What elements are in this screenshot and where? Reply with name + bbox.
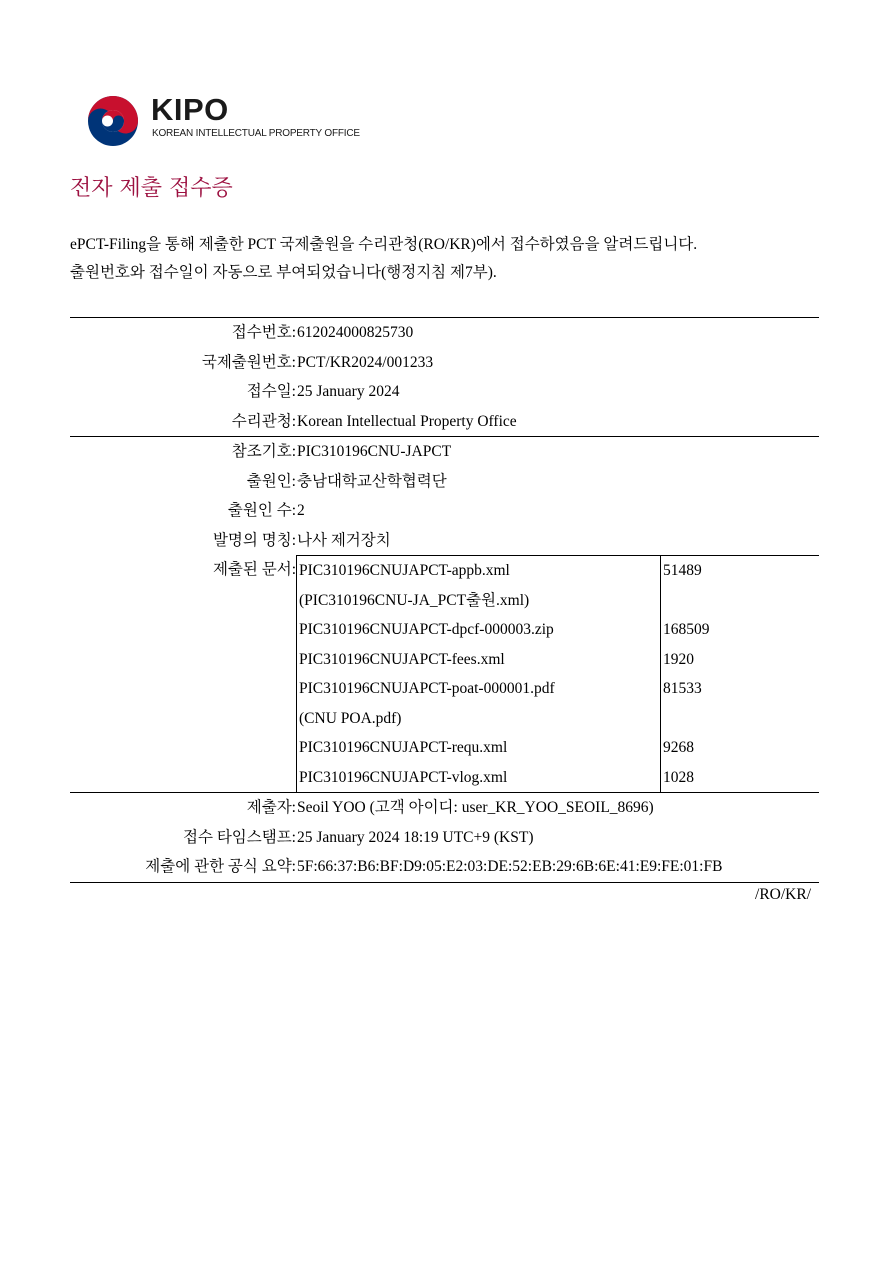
- applicant-label: 출원인:: [246, 472, 296, 490]
- document-row: [297, 645, 819, 675]
- document-filename: PIC310196CNUJAPCT-poat-000001.pdf: [299, 680, 555, 697]
- receipt-date-row: [70, 377, 819, 407]
- kipo-logo: [86, 94, 386, 146]
- invention-title-label: 발명의 명칭:: [212, 531, 296, 549]
- reference-row: [70, 437, 819, 467]
- invention-title-value: 나사 제거장치: [297, 531, 391, 549]
- document-name: [297, 763, 661, 793]
- applicant-count-value: 2: [297, 502, 305, 519]
- document-original-filename: (CNU POA.pdf): [299, 709, 402, 727]
- receiving-office-label: 수리관청:: [231, 412, 296, 430]
- intl-app-number-value: PCT/KR2024/001233: [297, 353, 434, 371]
- document-filename: PIC310196CNUJAPCT-dpcf-000003.zip: [299, 621, 554, 638]
- documents-table: [296, 555, 819, 792]
- submitter-label: 제출자:: [246, 799, 296, 816]
- logo-subtitle: KOREAN INTELLECTUAL PROPERTY OFFICE: [152, 128, 360, 139]
- submission-section: [70, 792, 819, 883]
- intl-app-number-row: [70, 348, 819, 378]
- kipo-emblem-icon: [86, 94, 140, 148]
- receipt-number-value: 612024000825730: [297, 324, 414, 341]
- applicant-value: 충남대학교산학협력단: [297, 472, 447, 490]
- timestamp-value: 25 January 2024 18:19 UTC+9 (KST): [297, 828, 534, 846]
- documents-label: 제출된 문서:: [212, 561, 296, 578]
- document-size: 51489: [663, 562, 702, 579]
- timestamp-row: [70, 823, 819, 853]
- digest-row: [70, 852, 819, 882]
- document-row: [297, 615, 819, 645]
- document-original-filename: (PIC310196CNU-JA_PCT출원.xml): [299, 591, 530, 609]
- document-filename: PIC310196CNUJAPCT-fees.xml: [299, 650, 505, 668]
- document-size: 1028: [663, 768, 694, 786]
- applicant-row: [70, 467, 819, 497]
- document-row: [297, 733, 819, 763]
- document-row: [297, 674, 819, 733]
- intro-text: [70, 231, 697, 287]
- document-filename: PIC310196CNUJAPCT-requ.xml: [299, 739, 508, 756]
- logo-name: KIPO: [151, 92, 229, 127]
- document-name: [297, 645, 661, 675]
- document-name: [297, 733, 661, 763]
- intl-app-number-label: 국제출원번호:: [201, 353, 296, 371]
- receipt-date-value: 25 January 2024: [297, 383, 400, 400]
- applicant-count-row: [70, 496, 819, 526]
- filing-info-section: [70, 317, 819, 436]
- document-size: 1920: [663, 650, 694, 668]
- document-filename: PIC310196CNUJAPCT-appb.xml: [299, 562, 510, 579]
- digest-value: 5F:66:37:B6:BF:D9:05:E2:03:DE:52:EB:29:6B:6E:41:E9:FE:01:FB: [297, 858, 723, 875]
- timestamp-label: 접수 타임스탬프:: [183, 828, 296, 846]
- reference-value: PIC310196CNU-JAPCT: [297, 443, 452, 460]
- receipt-number-row: [70, 318, 819, 348]
- document-row: [297, 763, 819, 793]
- application-section: [70, 436, 819, 792]
- receipt-date-label: 접수일:: [246, 383, 296, 400]
- document-name: [297, 674, 661, 733]
- submitter-row: [70, 793, 819, 823]
- intro-line-1: ePCT-Filing을 통해 제출한 PCT 국제출원을 수리관청(RO/KR)에서 접수하였음을 알려드립니다.: [70, 236, 698, 253]
- digest-label: 제출에 관한 공식 요약:: [145, 858, 296, 875]
- document-size: 168509: [663, 621, 710, 638]
- receipt-number-label: 접수번호:: [231, 324, 296, 341]
- document-name: [297, 556, 661, 615]
- reference-label: 참조기호:: [231, 443, 296, 460]
- submitter-value: Seoil YOO (고객 아이디: user_KR_YOO_SEOIL_8696): [297, 799, 654, 816]
- receipt-details: [70, 317, 819, 883]
- receiving-office-row: [70, 407, 819, 437]
- document-size: 81533: [663, 680, 702, 697]
- invention-title-row: [70, 526, 819, 556]
- office-code: /RO/KR/: [755, 886, 811, 903]
- documents-row: [70, 555, 819, 792]
- document-filename: PIC310196CNUJAPCT-vlog.xml: [299, 768, 508, 786]
- page-title: 전자 제출 접수증: [70, 176, 233, 201]
- document-size: 9268: [663, 739, 694, 756]
- applicant-count-label: 출원인 수:: [227, 502, 296, 519]
- intro-line-2: 출원번호와 접수일이 자동으로 부여되었습니다(행정지침 제7부).: [70, 264, 497, 281]
- document-row: [297, 556, 819, 615]
- document-name: [297, 615, 661, 645]
- receiving-office-value: Korean Intellectual Property Office: [297, 412, 517, 430]
